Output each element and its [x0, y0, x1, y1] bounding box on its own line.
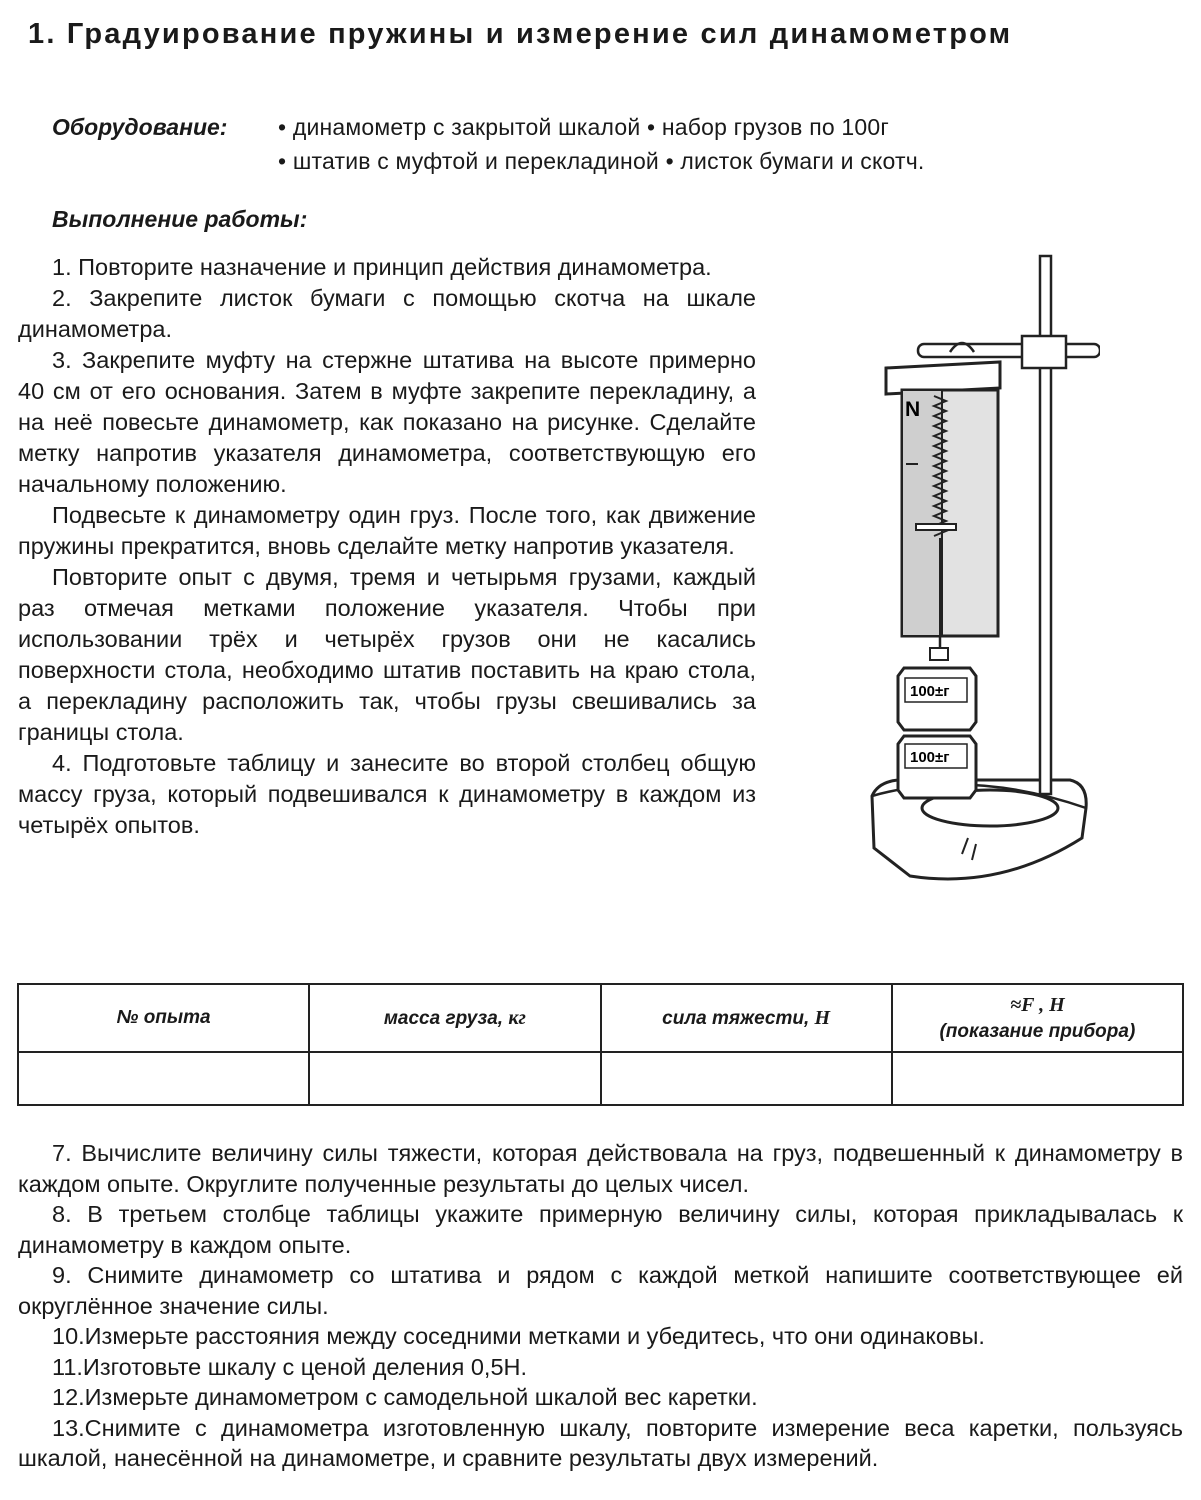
table-cell[interactable] [601, 1052, 892, 1105]
equipment-line-1: • динамометр с закрытой шкалой • набор грузов по 100г [278, 114, 889, 140]
paragraph-3: 3. Закрепите муфту на стержне штатива на высоте примерно 40 см от его основания. Затем в муфте закрепите перекладину, а на неё повесьте динамометр, как показано на рисунке. Сделайте метку напротив указателя динамометра, соответствующую его начальному положению. [18, 347, 756, 497]
step-9: 9. Снимите динамометр со штатива и рядом с каждой меткой напишите соответствующее ей округлённое значение силы. [18, 1262, 1183, 1319]
hook-loop [930, 648, 948, 660]
crossbar [918, 344, 1100, 357]
paragraph-5: Повторите опыт с двумя, тремя и четырьмя грузами, каждый раз отмечая метками положение указателя. Чтобы при использовании трёх и четырёх грузов они не касались поверхности стола, необходимо штатив поставить на краю стола, а перекладину расположить так, чтобы грузы свешивались за границы стола. [18, 564, 756, 745]
weight-2-label: 100±г [910, 749, 950, 766]
equipment-line-2: • штатив с муфтой и перекладиной • листок бумаги и скотч. [278, 148, 925, 174]
paragraph-2: 2. Закрепите листок бумаги с помощью скотча на шкале динамометра. [18, 285, 756, 342]
step-7: 7. Вычислите величину силы тяжести, которая действовала на груз, подвешенный к динамометру в каждом опыте. Округлите полученные результаты до целых чисел. [18, 1140, 1183, 1197]
page-title: 1. Градуирование пружины и измерение сил динамометром [28, 18, 1013, 50]
header-instrument-reading: ≈F , Н (показание прибора) [892, 984, 1183, 1052]
clamp [1022, 336, 1066, 368]
steps-text [18, 1138, 1183, 1474]
equipment-label: Оборудование: [52, 114, 228, 140]
results-table [17, 983, 1184, 1106]
execution-label: Выполнение работы: [52, 206, 308, 232]
step-11: 11.Изготовьте шкалу с ценой деления 0,5Н. [52, 1353, 528, 1380]
table-row [18, 1052, 1183, 1105]
header-mass: масса груза, кг [309, 984, 600, 1052]
step-8: 8. В третьем столбце таблицы укажите примерную величину силы, которая прикладывалась к динамометру в каждом опыте. [18, 1201, 1183, 1258]
step-13: 13.Снимите с динамометра изготовленную шкалу, повторите измерение веса каретки, пользуясь шкалой, нанесённой на динамометре, и сравните результаты двух измерений. [18, 1414, 1183, 1471]
table-header-row [18, 984, 1183, 1052]
force-unit: Н [814, 1006, 831, 1029]
paragraph-4: Подвесьте к динамометру один груз. После того, как движение пружины прекратится, вновь сделайте метку напротив указателя. [18, 502, 756, 559]
mass-unit: кг [508, 1006, 526, 1029]
pointer [916, 524, 956, 530]
step-12: 12.Измерьте динамометром с самодельной шкалой вес каретки. [52, 1384, 758, 1410]
header-gravity-force: сила тяжести, Н [601, 984, 892, 1052]
scale-letter: N [905, 398, 921, 421]
table-cell[interactable] [892, 1052, 1183, 1105]
dynamometer-illustration [850, 248, 1100, 898]
paragraph-6: 4. Подготовьте таблицу и занесите во второй столбец общую массу груза, который подвешивался к динамометру в каждом из четырёх опытов. [18, 750, 756, 838]
weight-1-label: 100±г [910, 683, 950, 700]
table-cell[interactable] [18, 1052, 309, 1105]
step-10: 10.Измерьте расстояния между соседними метками и убедитесь, что они одинаковы. [52, 1323, 985, 1349]
dynamometer-figure [850, 248, 1100, 903]
header-experiment-number: № опыта [18, 984, 309, 1052]
approx-force: ≈F , Н [1010, 993, 1065, 1016]
table-cell[interactable] [309, 1052, 600, 1105]
instructions-text [18, 252, 756, 841]
paragraph-1: 1. Повторите назначение и принцип действия динамометра. [52, 254, 712, 280]
